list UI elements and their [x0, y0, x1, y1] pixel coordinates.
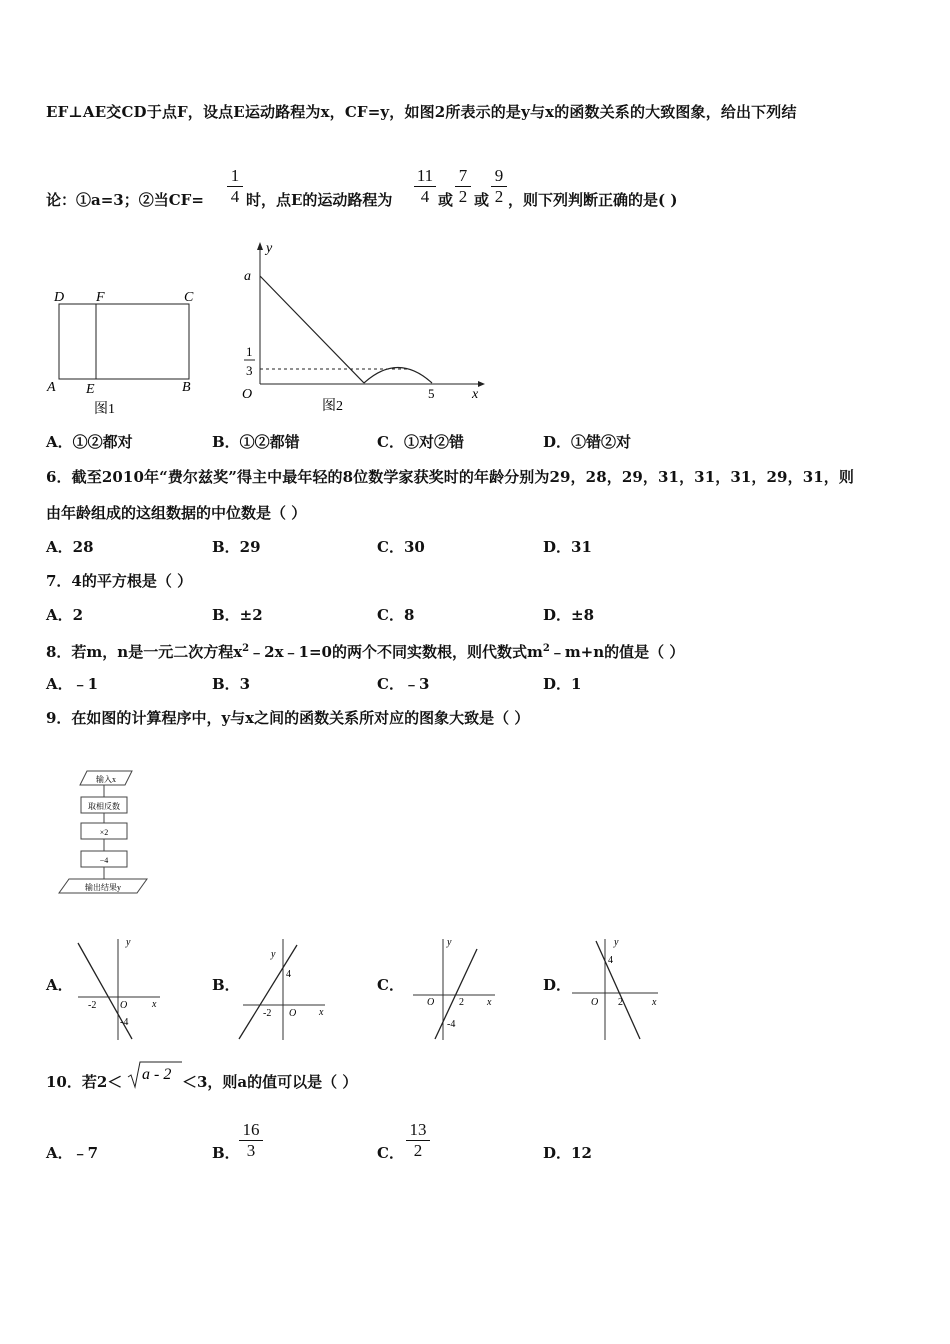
figure-1-rectangle	[44, 285, 204, 415]
flow-times2-text: ×2	[99, 828, 109, 837]
q6-option-d[interactable]: D．31	[543, 538, 592, 556]
frac-cf: $\frac{1}{4}$	[227, 166, 243, 207]
q10-option-a[interactable]: A．﹣7	[46, 1144, 99, 1162]
q6-line2: 由年龄组成的这组数据的中位数是（ ）	[46, 504, 307, 522]
q7-option-c[interactable]: C．8	[377, 606, 415, 624]
q10-option-d[interactable]: D．12	[543, 1144, 592, 1162]
graph-a-y-intercept: -4	[120, 1017, 129, 1028]
q5-option-c[interactable]: C．①对②错	[377, 433, 464, 451]
graph-b-y-label: y	[271, 949, 276, 960]
third-num: 1	[246, 344, 253, 359]
graph-d-y-intercept: 4	[608, 955, 613, 966]
frac-11-4: $\frac{11}{4}$	[414, 166, 436, 207]
graph-b-line	[239, 945, 297, 1039]
graph-a-y-label: y	[126, 937, 131, 948]
axis-label-x: x	[472, 387, 479, 402]
graph-b-y-intercept: 4	[286, 969, 291, 980]
q6-option-c[interactable]: C．30	[377, 538, 425, 556]
q5-line2-mid: 时，点E的运动路程为	[246, 191, 393, 209]
label-a-value: a	[244, 269, 251, 284]
q9-option-b-label[interactable]: B．	[212, 976, 240, 994]
y-axis-arrow	[257, 242, 263, 250]
q8-option-c[interactable]: C．﹣3	[377, 675, 430, 693]
q10-stem-pre: 10．若2＜	[46, 1073, 123, 1091]
q8-option-b[interactable]: B．3	[212, 675, 251, 693]
graph-d-x-label: x	[652, 997, 657, 1008]
q7-option-d[interactable]: D．±8	[543, 606, 595, 624]
graph-d-line	[596, 941, 640, 1039]
graph-c-y-intercept: -4	[447, 1019, 456, 1030]
q9-stem: 9．在如图的计算程序中，y与x之间的函数关系所对应的图象大致是（ ）	[46, 709, 530, 727]
graph-d-x-intercept: 2	[618, 997, 623, 1008]
flow-negate-text: 取相反数	[88, 802, 120, 811]
q5-line2-pre: 论：①a=3；②当CF=	[46, 191, 204, 209]
q7-stem: 7．4的平方根是（ ）	[46, 572, 193, 590]
q6-line1: 6．截至2010年“费尔兹奖”得主中最年轻的8位数学家获奖时的年龄分别为29，28，29，31，31，31，29，31，则	[46, 468, 854, 486]
frac-9-2: $\frac{9}{2}$	[491, 166, 507, 207]
figure-2-graph	[238, 240, 488, 415]
q5-line2-post: ，则下列判断正确的是( )	[508, 191, 678, 209]
q10-option-c-frac[interactable]: $\frac{13}{2}$	[406, 1120, 430, 1161]
label-b: B	[182, 380, 191, 395]
label-c: C	[184, 290, 194, 305]
q10-sqrt-sign	[126, 1060, 182, 1090]
q5-option-d[interactable]: D．①错②对	[543, 433, 632, 451]
q5-option-a[interactable]: A．①②都对	[46, 433, 133, 451]
q8-option-d[interactable]: D．1	[543, 675, 582, 693]
graph-a-origin: O	[120, 1000, 128, 1011]
q8-option-a[interactable]: A．﹣1	[46, 675, 99, 693]
graph-c-x-intercept: 2	[459, 997, 464, 1008]
graph-segment	[260, 276, 364, 383]
q5-line1: EF⊥AE交CD于点F，设点E运动路程为x，CF=y，如图2所表示的是y与x的函数关系的大致图象，给出下列结	[46, 103, 797, 121]
q5-option-b[interactable]: B．①②都错	[212, 433, 300, 451]
label-e: E	[86, 382, 95, 397]
flow-input-text: 输入x	[96, 775, 116, 784]
q10-option-b-label[interactable]: B．	[212, 1144, 240, 1162]
frac-7-2: $\frac{7}{2}$	[455, 166, 471, 207]
label-a: A	[47, 380, 56, 395]
flow-output-text: 输出结果y	[85, 883, 121, 892]
q9-flowchart	[55, 765, 165, 905]
q6-option-b[interactable]: B．29	[212, 538, 261, 556]
origin-label: O	[242, 387, 253, 402]
tick-5: 5	[428, 386, 435, 401]
radicand: a - 2	[142, 1066, 172, 1083]
graph-a-x-intercept: -2	[88, 1000, 97, 1011]
q9-option-d-label[interactable]: D．	[543, 976, 572, 994]
q9-graph-c[interactable]	[405, 935, 505, 1045]
label-d: D	[54, 290, 65, 305]
q7-option-b[interactable]: B．±2	[212, 606, 263, 624]
q9-option-a-label[interactable]: A．	[46, 976, 73, 994]
q10-stem-post: ＜3，则a的值可以是（ ）	[182, 1073, 358, 1091]
graph-arc	[364, 368, 432, 384]
graph-b-x-label: x	[319, 1007, 324, 1018]
q10-option-b-frac[interactable]: $\frac{16}{3}$	[239, 1120, 263, 1161]
q5-or-2: 或	[474, 191, 490, 209]
q6-option-a[interactable]: A．28	[46, 538, 94, 556]
flow-minus4-text: −4	[99, 856, 109, 865]
graph-c-line	[435, 949, 477, 1039]
figure-2-caption: 图2	[322, 399, 343, 414]
graph-d-origin: O	[591, 997, 599, 1008]
q7-option-a[interactable]: A．2	[46, 606, 84, 624]
graph-a-x-label: x	[152, 999, 157, 1010]
q9-graph-d[interactable]	[568, 935, 668, 1045]
figure-1-caption: 图1	[94, 402, 115, 417]
x-axis-arrow	[478, 381, 485, 387]
label-f: F	[96, 290, 105, 305]
q9-graph-a[interactable]	[70, 935, 170, 1045]
q8-stem: 8．若m，n是一元二次方程$x^2﹣2x﹣1=0$的两个不同实数根，则代数式$m^2﹣m+n$的值是（ ）	[46, 643, 685, 661]
q10-option-c-label[interactable]: C．	[377, 1144, 404, 1162]
q9-option-c-label[interactable]: C．	[377, 976, 404, 994]
graph-c-origin: O	[427, 997, 435, 1008]
graph-c-y-label: y	[447, 937, 452, 948]
graph-b-origin: O	[289, 1008, 297, 1019]
q5-or-1: 或	[438, 191, 454, 209]
graph-c-x-label: x	[487, 997, 492, 1008]
graph-d-y-label: y	[614, 937, 619, 948]
rectangle-abcd	[59, 304, 189, 379]
axis-label-y: y	[266, 241, 273, 256]
q9-graph-b[interactable]	[235, 935, 335, 1045]
third-den: 3	[246, 363, 253, 378]
graph-b-x-intercept: -2	[263, 1008, 272, 1019]
